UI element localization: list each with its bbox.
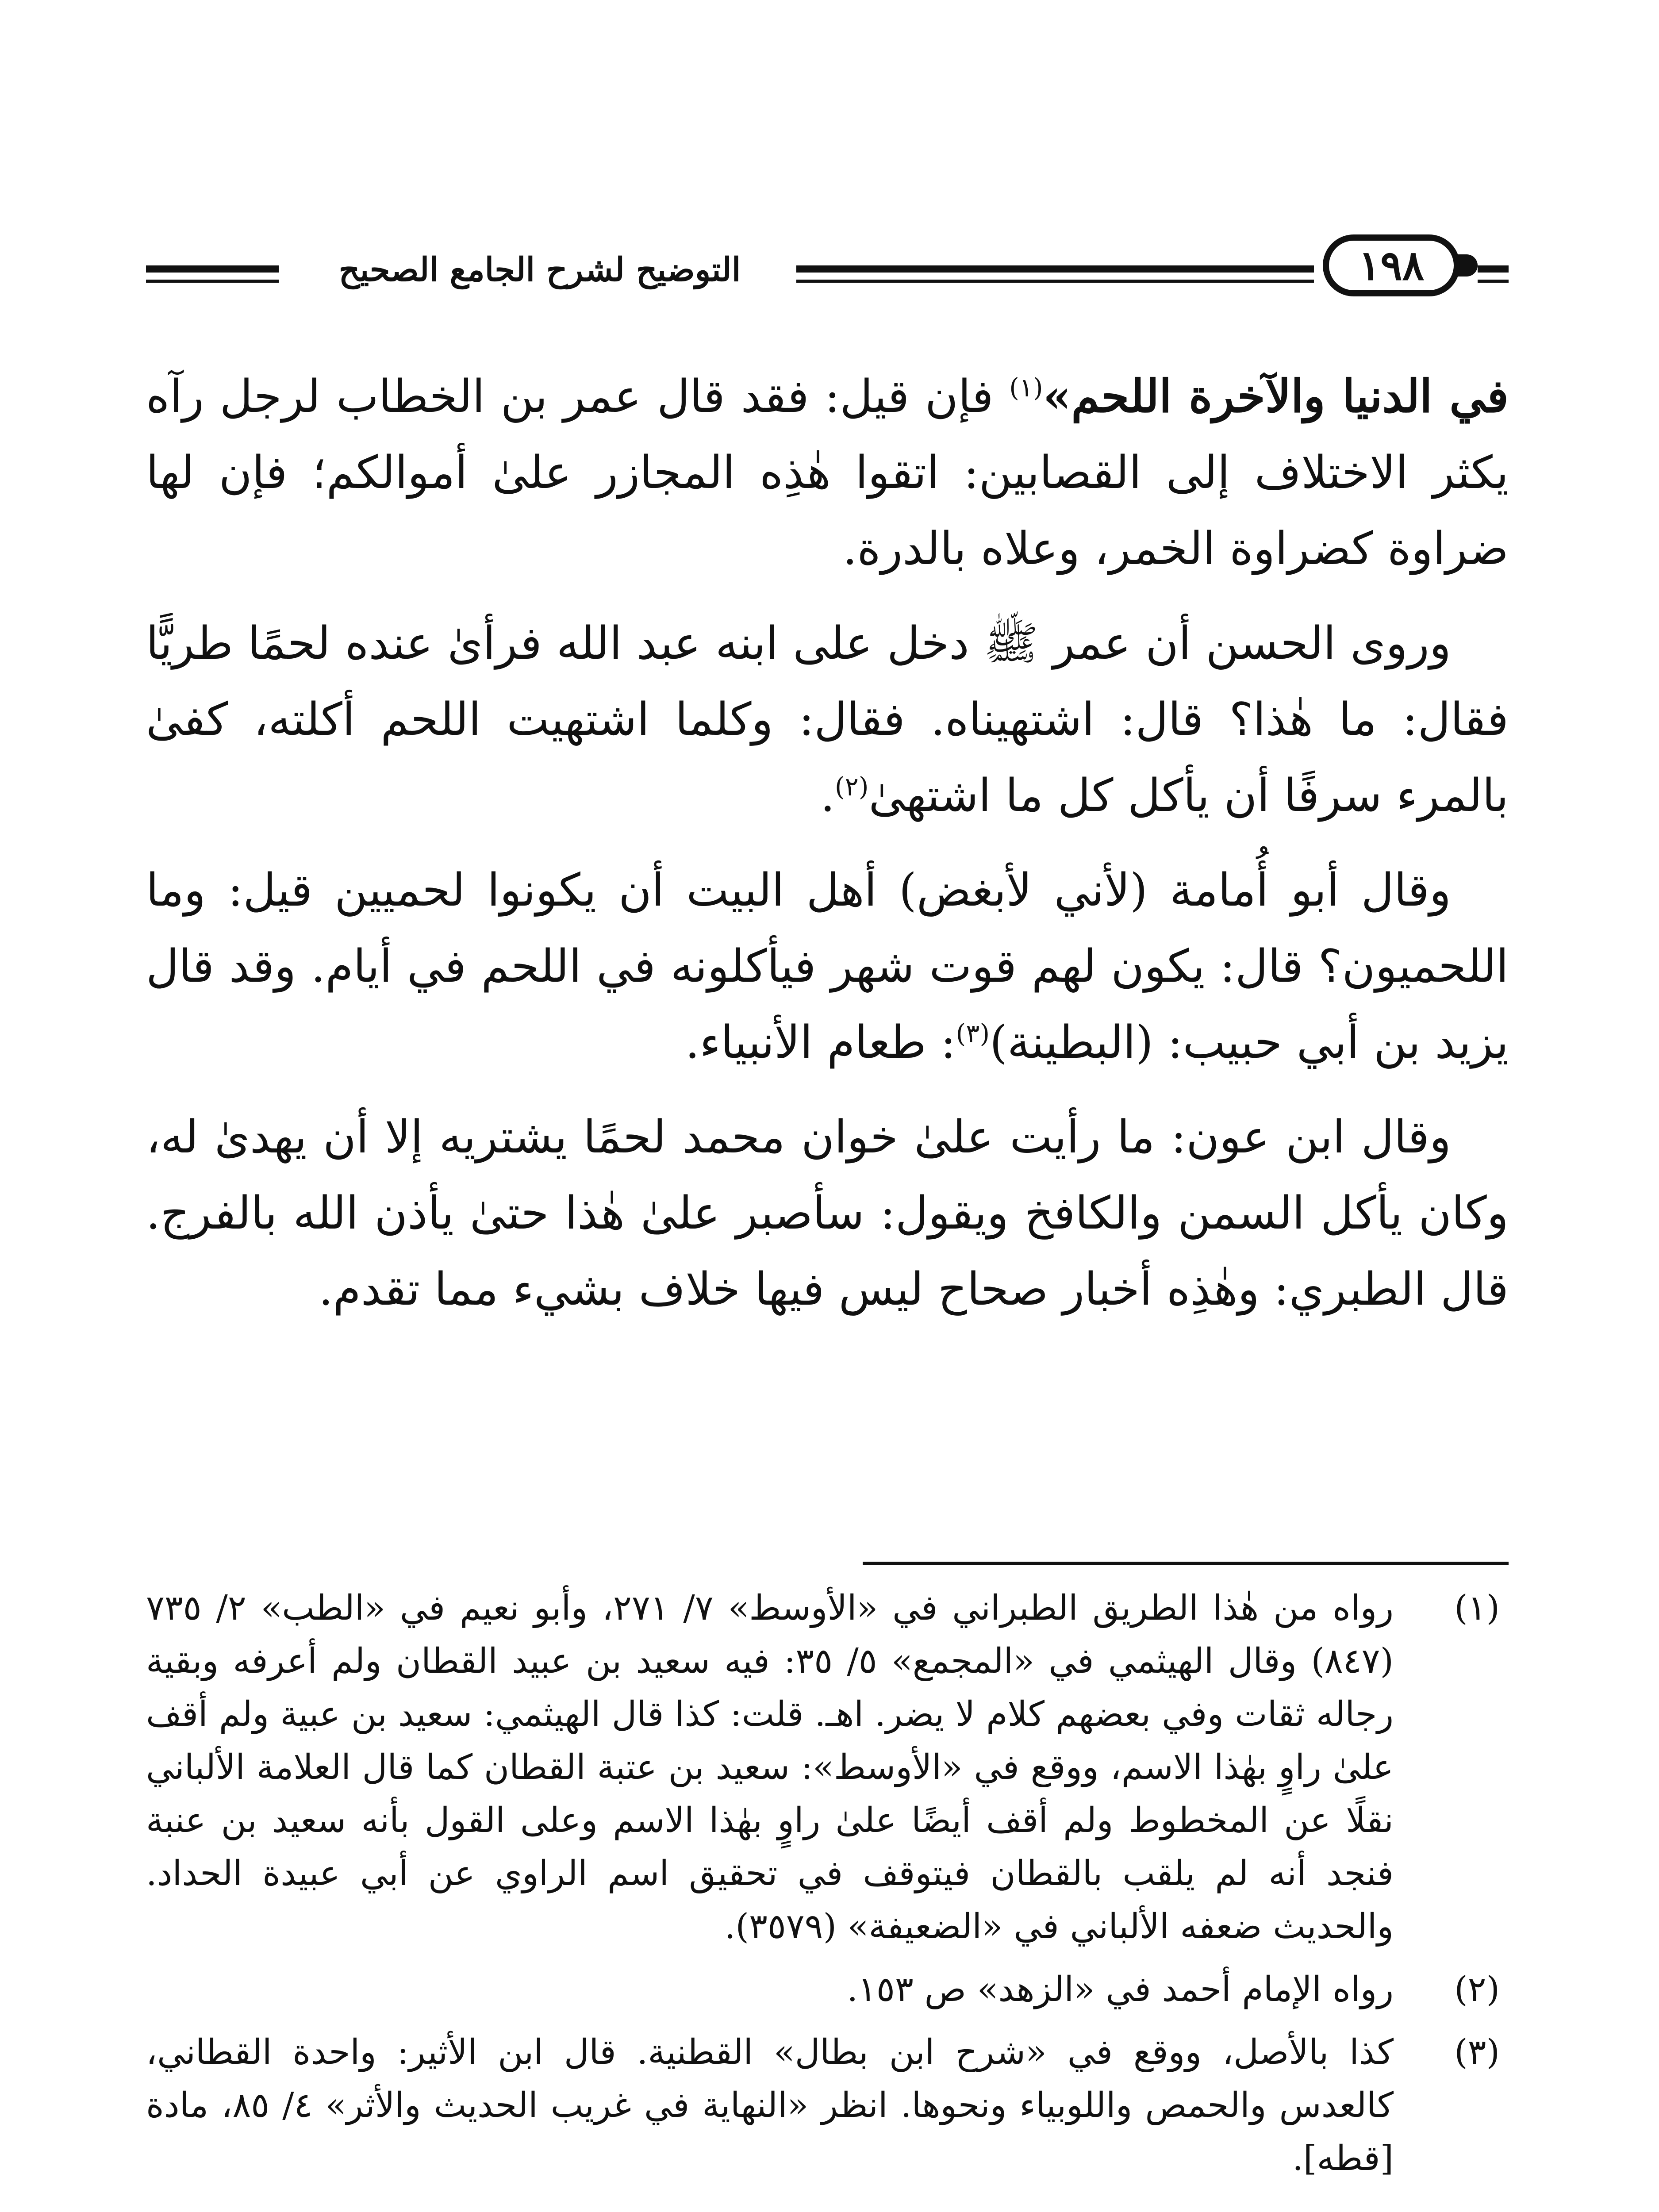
footnote-text: كذا بالأصل، ووقع في «شرح ابن بطال» القطنية. قال ابن الأثير: واحدة القطاني، كالعدس والحمص واللوبياء ونحوها. انظر «النهاية في غريب الحديث والأثر» ٤/ ٨٥، مادة [قطه]. <box>146 2032 1394 2178</box>
footnote-ref-1[interactable]: (١) <box>1009 373 1043 403</box>
footnote-ref-2[interactable]: (٢) <box>835 772 869 802</box>
paragraph-2 <box>146 606 1509 834</box>
footnotes <box>146 1582 1509 2195</box>
footnote-number: (١) <box>1454 1588 1500 1628</box>
footnote-text: رواه الإمام أحمد في «الزهد» ص ١٥٣. <box>847 1970 1394 2009</box>
running-title: التوضيح لشرح الجامع الصحيح <box>338 251 741 289</box>
paragraph-text: فإن قيل: فقد قال عمر بن الخطاب لرجل رآه يكثر الاختلاف إلى القصابين: اتقوا هٰذِه المجازر علىٰ أموالكم؛ فإن لها ضراوة كضراوة الخمر، وعلاه بالدرة. <box>146 370 1509 575</box>
header-rule-right <box>1478 262 1509 288</box>
paragraph-text: وقال أبو أُمامة (لأني لأبغض) أهل البيت أن يكونوا لحميين قيل: وما اللحميون؟ قال: يكون لهم قوت شهر فيأكلونه في اللحم في أيام. وقد قال يزيد بن أبي حبيب: (البطينة) <box>146 864 1509 1069</box>
header-rule-left <box>146 262 279 288</box>
footnote-1 <box>146 1582 1509 1953</box>
paragraph-3 <box>146 853 1509 1081</box>
footnote-text: رواه من هٰذا الطريق الطبراني في «الأوسط» ٧/ ٢٧١، وأبو نعيم في «الطب» ٢/ ٧٣٥ (٨٤٧) وقال الهيثمي في «المجمع» ٥/ ٣٥: فيه سعيد بن عبيد القطان ولم أعرفه وبقية رجاله ثقات وفي بعضهم كلام لا يضر. اهـ. قلت: كذا قال الهيثمي: سعيد بن عبية ولم أقف علىٰ راوٍ بهٰذا الاسم، ووقع في «الأوسط»: سعيد بن عتبة القطان كما قال العلامة الألباني نقلًا عن المخطوط ولم أقف أيضًا علىٰ راوٍ بهٰذا الاسم وعلى القول بأنه سعيد بن عنبة فنجد أنه لم يلقب بالقطان فيتوقف في تحقيق اسم الراوي عن أبي عبيدة الحداد. والحديث ضعفه الألباني في «الضعيفة» (٣٥٧٩). <box>146 1588 1394 1947</box>
body-text <box>146 358 1509 1346</box>
footnote-separator <box>863 1562 1509 1565</box>
footnote-3 <box>146 2026 1509 2185</box>
footnote-number: (٣) <box>1454 2032 1500 2072</box>
footnote-2 <box>146 1963 1509 2016</box>
page-number-badge <box>1314 230 1478 305</box>
page-number: ١٩٨ <box>1358 242 1425 289</box>
paragraph-tail: : طعام الأنبياء. <box>685 1016 956 1069</box>
header-rule-middle <box>796 262 1314 288</box>
paragraph-text: وروى الحسن أن عمر ﷺ دخل على ابنه عبد الله فرأىٰ عنده لحمًا طريًّا فقال: ما هٰذا؟ قال: اشتهيناه. فقال: وكلما اشتهيت اللحم أكلته، كفىٰ بالمرء سرفًا أن يأكل كل ما اشتهىٰ <box>146 617 1509 822</box>
paragraph-4 <box>146 1099 1509 1328</box>
quoted-lead: في الدنيا والآخرة اللحم» <box>1043 370 1509 423</box>
paragraph-text: وقال ابن عون: ما رأيت علىٰ خوان محمد لحمًا يشتريه إلا أن يهدىٰ له، وكان يأكل السمن والكافخ ويقول: سأصبر علىٰ هٰذا حتىٰ يأذن الله بالفرج. قال الطبري: وهٰذِه أخبار صحاح ليس فيها خلاف بشيء مما تقدم. <box>146 1111 1509 1316</box>
page-header <box>146 230 1509 319</box>
paragraph-tail: . <box>820 769 835 822</box>
footnote-number: (٢) <box>1454 1970 1500 2009</box>
footnote-ref-3[interactable]: (٣) <box>956 1018 990 1048</box>
paragraph-1 <box>146 358 1509 587</box>
